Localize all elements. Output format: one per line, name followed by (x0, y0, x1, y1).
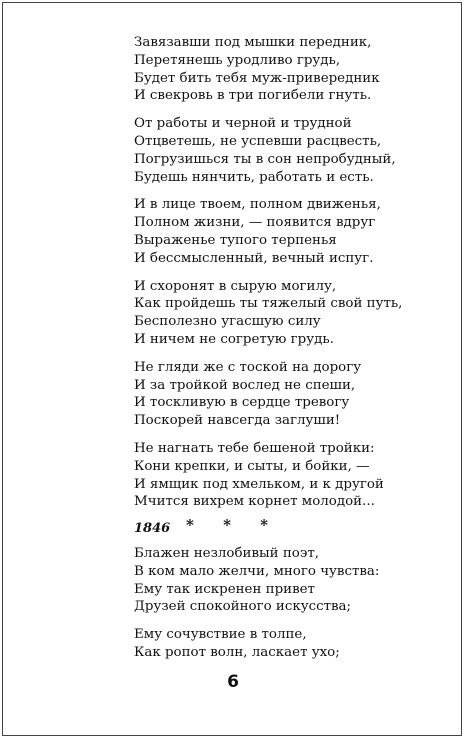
verse-line: И тоскливую в сердце тревогу (134, 395, 350, 411)
verse-line: Погрузишься ты в сон непробудный, (134, 151, 396, 167)
stanza (134, 626, 434, 662)
verse-line: Поскорей навсегда заглуши! (134, 413, 341, 429)
verse-line: Как ропот волн, ласкает ухо; (134, 644, 340, 660)
stanza (134, 359, 434, 430)
verse-line: Выраженье тупого терпенья (134, 232, 337, 248)
verse-line: Блажен незлобивый поэт, (134, 546, 319, 561)
poem-blazhen (134, 545, 434, 672)
verse-line: Кони крепки, и сыты, и бойки, — (134, 458, 370, 474)
verse-line: В ком мало желчи, много чувства: (134, 563, 380, 579)
poem-troika (134, 34, 434, 536)
verse-line: И ямщик под хмельком, и к другой (134, 476, 384, 492)
verse-line: И свекровь в три погибели гнуть. (134, 88, 372, 104)
stanza (134, 545, 434, 616)
verse-line: Перетянешь уродливо грудь, (134, 52, 341, 68)
verse-line: Мчится вихрем корнет молодой... (134, 494, 375, 510)
verse-line: И за тройкой вослед не спеши, (134, 377, 356, 393)
verse-line: Полном жизни, — появится вдруг (134, 215, 376, 231)
verse-line: Как пройдешь ты тяжелый свой путь, (134, 296, 403, 312)
page-number: 6 (227, 672, 239, 692)
verse-line: От работы и черной и трудной (134, 116, 352, 132)
verse-line: Ему сочувствие в толпе, (134, 627, 307, 643)
verse-line: Бесполезно угасшую силу (134, 314, 321, 330)
verse-line: И бессмысленный, вечный испуг. (134, 250, 374, 266)
stanza (134, 278, 434, 349)
section-separator: * * * (186, 516, 280, 534)
verse-line: Будет бить тебя муж-привередник (134, 70, 380, 86)
verse-line: Будешь нянчить, работать и есть. (134, 169, 374, 185)
stanza (134, 196, 434, 267)
verse-line: И схоронят в сырую могилу, (134, 278, 337, 294)
verse-line: И в лице твоем, полном движенья, (134, 197, 381, 213)
verse-line: Завязавши под мышки передник, (134, 35, 372, 50)
verse-line: Отцветешь, не успевши расцвесть, (134, 133, 382, 149)
stanza (134, 440, 434, 511)
stanza (134, 115, 434, 186)
verse-line: Не гляди же с тоской на дорогу (134, 359, 362, 375)
stanza (134, 34, 434, 105)
verse-line: И ничем не согретую грудь. (134, 331, 334, 347)
verse-line: Друзей спокойного искусства; (134, 599, 352, 615)
verse-line: Ему так искренен привет (134, 581, 315, 597)
verse-line: Не нагнать тебе бешеной тройки: (134, 440, 375, 456)
poem-date: 1846 (134, 521, 171, 537)
